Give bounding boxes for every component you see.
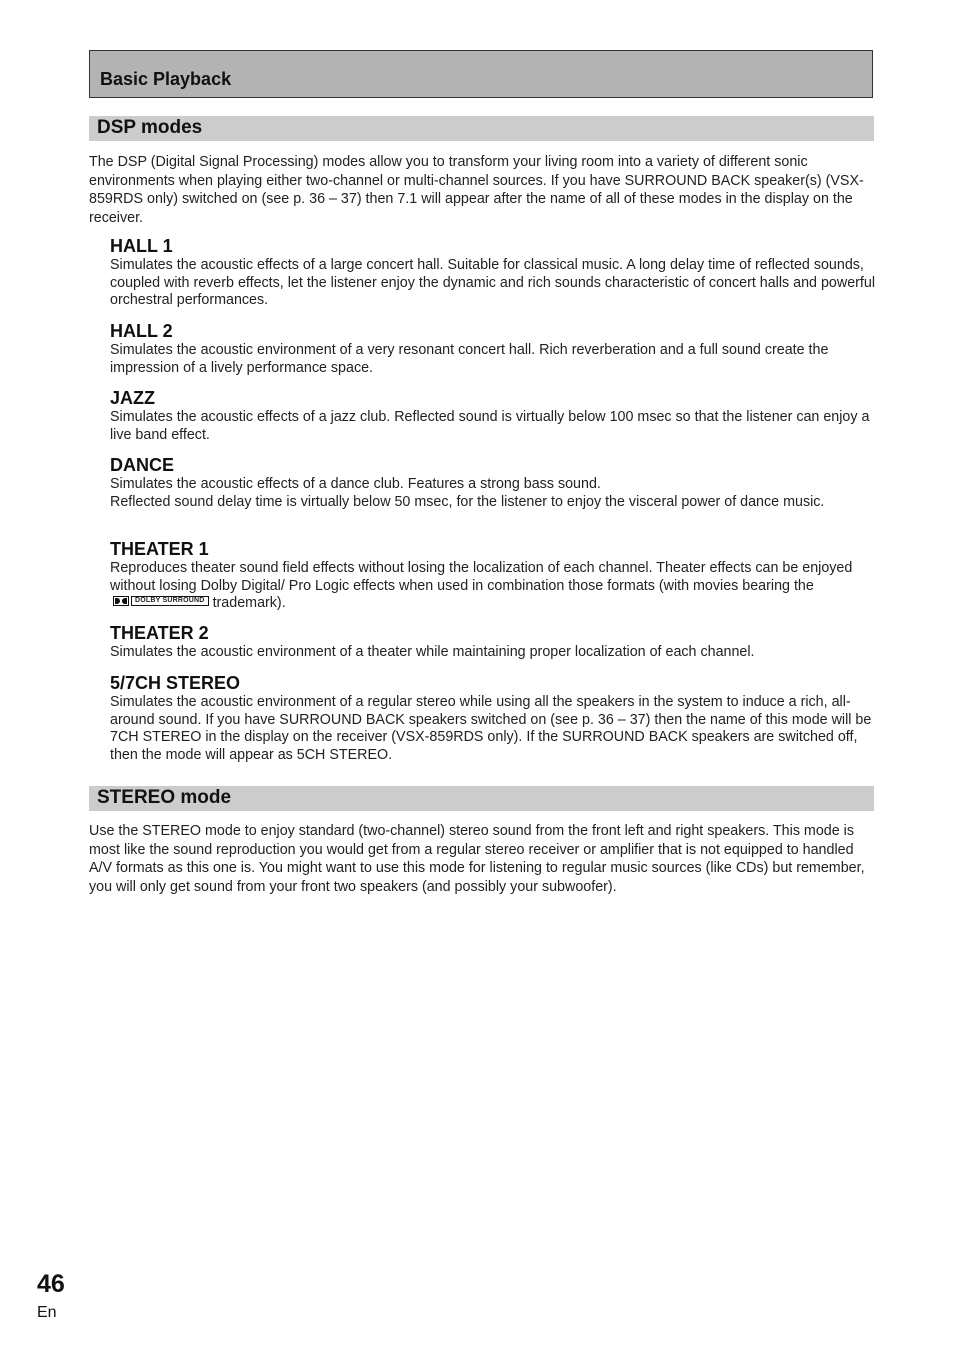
stereo-paragraph: Use the STEREO mode to enjoy standard (two-channel) stereo sound from the front left and right speakers. This mode is most like the sound reproduction you would get from a regular stereo receiver or amplifier that is not equipped to handled A/V formats as this one is. You might want to use this mode for listening to regular music sources (like CDs) but remember, you will only get sound from your front two speakers (and possibly your subwoofer). <box>89 823 865 895</box>
dolby-surround-logo <box>113 596 209 607</box>
mode-title: HALL 1 <box>110 236 173 256</box>
mode-description: Simulates the acoustic environment of a theater while maintaining proper localization of each channel. <box>110 644 755 660</box>
chapter-header <box>89 50 873 98</box>
page-language: En <box>37 1304 57 1321</box>
mode-title: HALL 2 <box>110 321 173 341</box>
mode-description: Simulates the acoustic effects of a large concert hall. Suitable for classical music. A long delay time of reflected sounds, coupled with reverb effects, let the listener enjoy the dynamic and rich sounds characteristic of concert halls and powerful orchestral performances. <box>110 257 876 309</box>
page-number: 46 <box>37 1270 65 1298</box>
mode-description-text: Reproduces theater sound field effects without losing the localization of each channel. Theater effects can be enjoyed without losing Dolby Digital/ Pro Logic effects when used in combination those formats (with movies bearing the <box>110 560 853 594</box>
chapter-title: Basic Playback <box>100 69 232 89</box>
mode-jazz <box>110 388 880 444</box>
section-title-dsp: DSP modes <box>97 117 203 138</box>
dsp-intro-paragraph: The DSP (Digital Signal Processing) modes allow you to transform your living room into a variety of different sonic environments when playing either two-channel or multi-channel sources. If you have SURROUND BACK speaker(s) (VSX-859RDS only) switched on (see p. 36 – 37) then 7.1 will appear after the name of all of these modes in the display on the receiver. <box>89 154 864 226</box>
mode-description-tail: trademark). <box>212 595 286 612</box>
mode-title: THEATER 1 <box>110 539 209 559</box>
dolby-double-d-icon <box>113 596 129 606</box>
mode-title: 5/7CH STEREO <box>110 673 241 693</box>
mode-hall-2 <box>110 321 880 377</box>
mode-title: THEATER 2 <box>110 623 209 643</box>
mode-description-2: Reflected sound delay time is virtually below 50 msec, for the listener to enjoy the visceral power of dance music. <box>110 493 825 510</box>
mode-title: JAZZ <box>110 388 155 408</box>
mode-title: DANCE <box>110 455 175 475</box>
mode-description <box>110 560 880 613</box>
mode-hall-1 <box>110 236 880 310</box>
mode-description: Simulates the acoustic effects of a dance club. Features a strong bass sound. <box>110 476 601 492</box>
dolby-logo-text: DOLBY SURROUND <box>131 596 209 606</box>
section-title-stereo: STEREO mode <box>97 787 232 808</box>
mode-5-7ch-stereo <box>110 673 880 764</box>
mode-theater-1 <box>110 539 880 613</box>
mode-dance <box>110 455 880 511</box>
section-header-stereo <box>89 786 874 811</box>
section-header-dsp <box>89 116 874 141</box>
mode-description: Simulates the acoustic environment of a very resonant concert hall. Rich reverberation and a full sound create the impression of a lively performance space. <box>110 342 829 376</box>
mode-description: Simulates the acoustic environment of a regular stereo while using all the speakers in the system to induce a rich, all-around sound. If you have SURROUND BACK speakers switched on (see p. 36 – 37) then the name of this mode will be 7CH STEREO in the display on the receiver (VSX-859RDS only). If the SURROUND BACK speakers are switched off, then the mode will appear as 5CH STEREO. <box>110 694 872 763</box>
mode-theater-2 <box>110 623 880 662</box>
mode-description: Simulates the acoustic effects of a jazz club. Reflected sound is virtually below 100 msec so that the listener can enjoy a live band effect. <box>110 409 870 443</box>
